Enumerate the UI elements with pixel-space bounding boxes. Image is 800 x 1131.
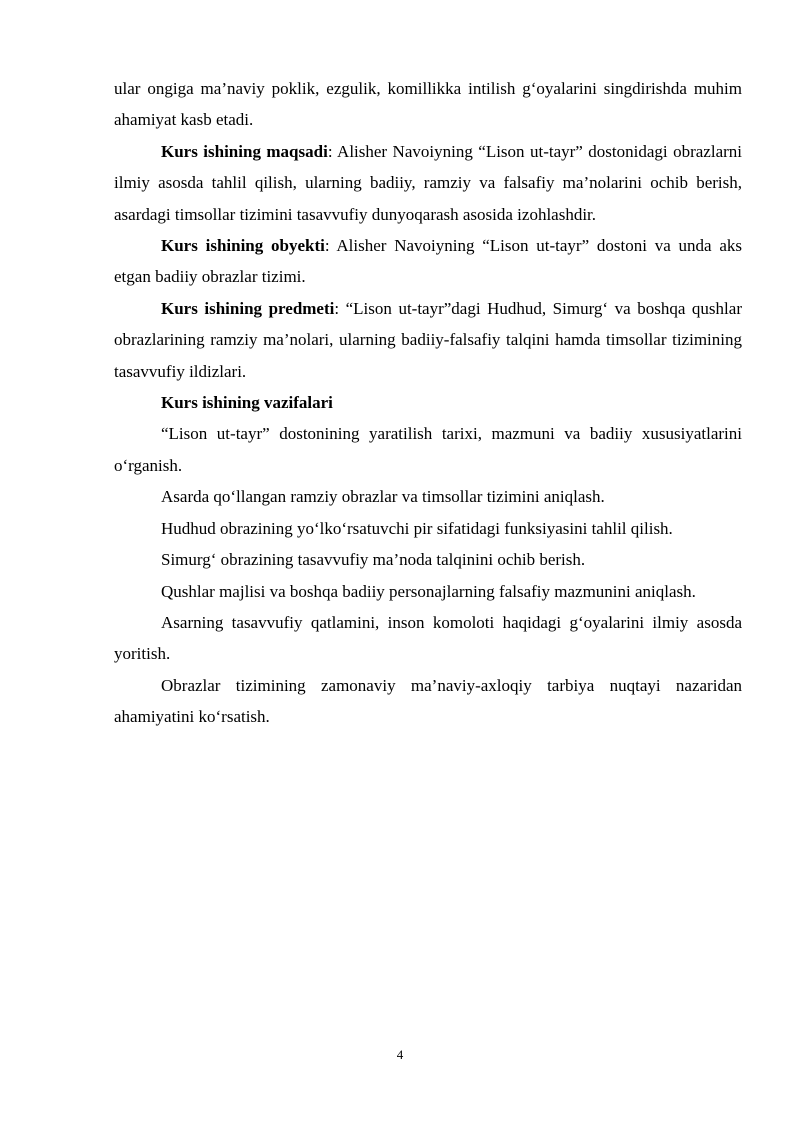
task-item: Simurg‘ obrazining tasavvufiy ma’noda talqinini ochib berish. bbox=[161, 550, 586, 570]
goal-paragraph bbox=[114, 136, 742, 230]
tasks-heading: Kurs ishining vazifalari bbox=[161, 393, 333, 413]
subject-label: Kurs ishining predmeti bbox=[161, 298, 335, 318]
task-item: Hudhud obrazining yo‘lko‘rsatuvchi pir sifatidagi funksiyasini tahlil qilish. bbox=[161, 518, 673, 538]
document-body bbox=[114, 73, 742, 733]
task-item: “Lison ut-tayr” dostonining yaratilish tarixi, mazmuni va badiiy xususiyatlarini o‘rganish. bbox=[114, 424, 742, 475]
object-paragraph bbox=[114, 230, 742, 293]
intro-paragraph: ular ongiga ma’naviy poklik, ezgulik, komillikka intilish g‘oyalarini singdirishda muhim ahamiyat kasb etadi. bbox=[114, 79, 742, 130]
object-label: Kurs ishining obyekti bbox=[161, 236, 325, 256]
goal-text: : Alisher Navoiyning “Lison ut-tayr” dostonidagi obrazlarni ilmiy asosda tahlil qilish, ularning badiiy, ramziy va falsafiy ma’nolarini ochib berish, asardagi timsollar tizimini tasavvufiy dunyoqarash asosida izohlashdir. bbox=[114, 141, 742, 224]
page-number: 4 bbox=[396, 1047, 404, 1062]
subject-text: : “Lison ut-tayr”dagi Hudhud, Simurg‘ va boshqa qushlar obrazlarining ramziy ma’nolari, ularning badiiy-falsafiy talqini hamda timsollar tizimining tasavvufiy ildizlari. bbox=[114, 298, 742, 381]
task-item: Qushlar majlisi va boshqa badiiy personajlarning falsafiy mazmunini aniqlash. bbox=[161, 581, 696, 601]
task-item: Asarning tasavvufiy qatlamini, inson komoloti haqidagi g‘oyalarini ilmiy asosda yoritish. bbox=[114, 612, 742, 664]
goal-label: Kurs ishining maqsadi bbox=[161, 141, 328, 161]
object-text: : Alisher Navoiyning “Lison ut-tayr” dostoni va unda aks etgan badiiy obrazlar tizimi. bbox=[114, 236, 743, 287]
subject-paragraph bbox=[114, 293, 742, 387]
task-item: Obrazlar tizimining zamonaviy ma’naviy-axloqiy tarbiya nuqtayi nazaridan ahamiyatini ko‘rsatish. bbox=[114, 675, 742, 727]
task-item: Asarda qo‘llangan ramziy obrazlar va timsollar tizimini aniqlash. bbox=[161, 487, 605, 507]
